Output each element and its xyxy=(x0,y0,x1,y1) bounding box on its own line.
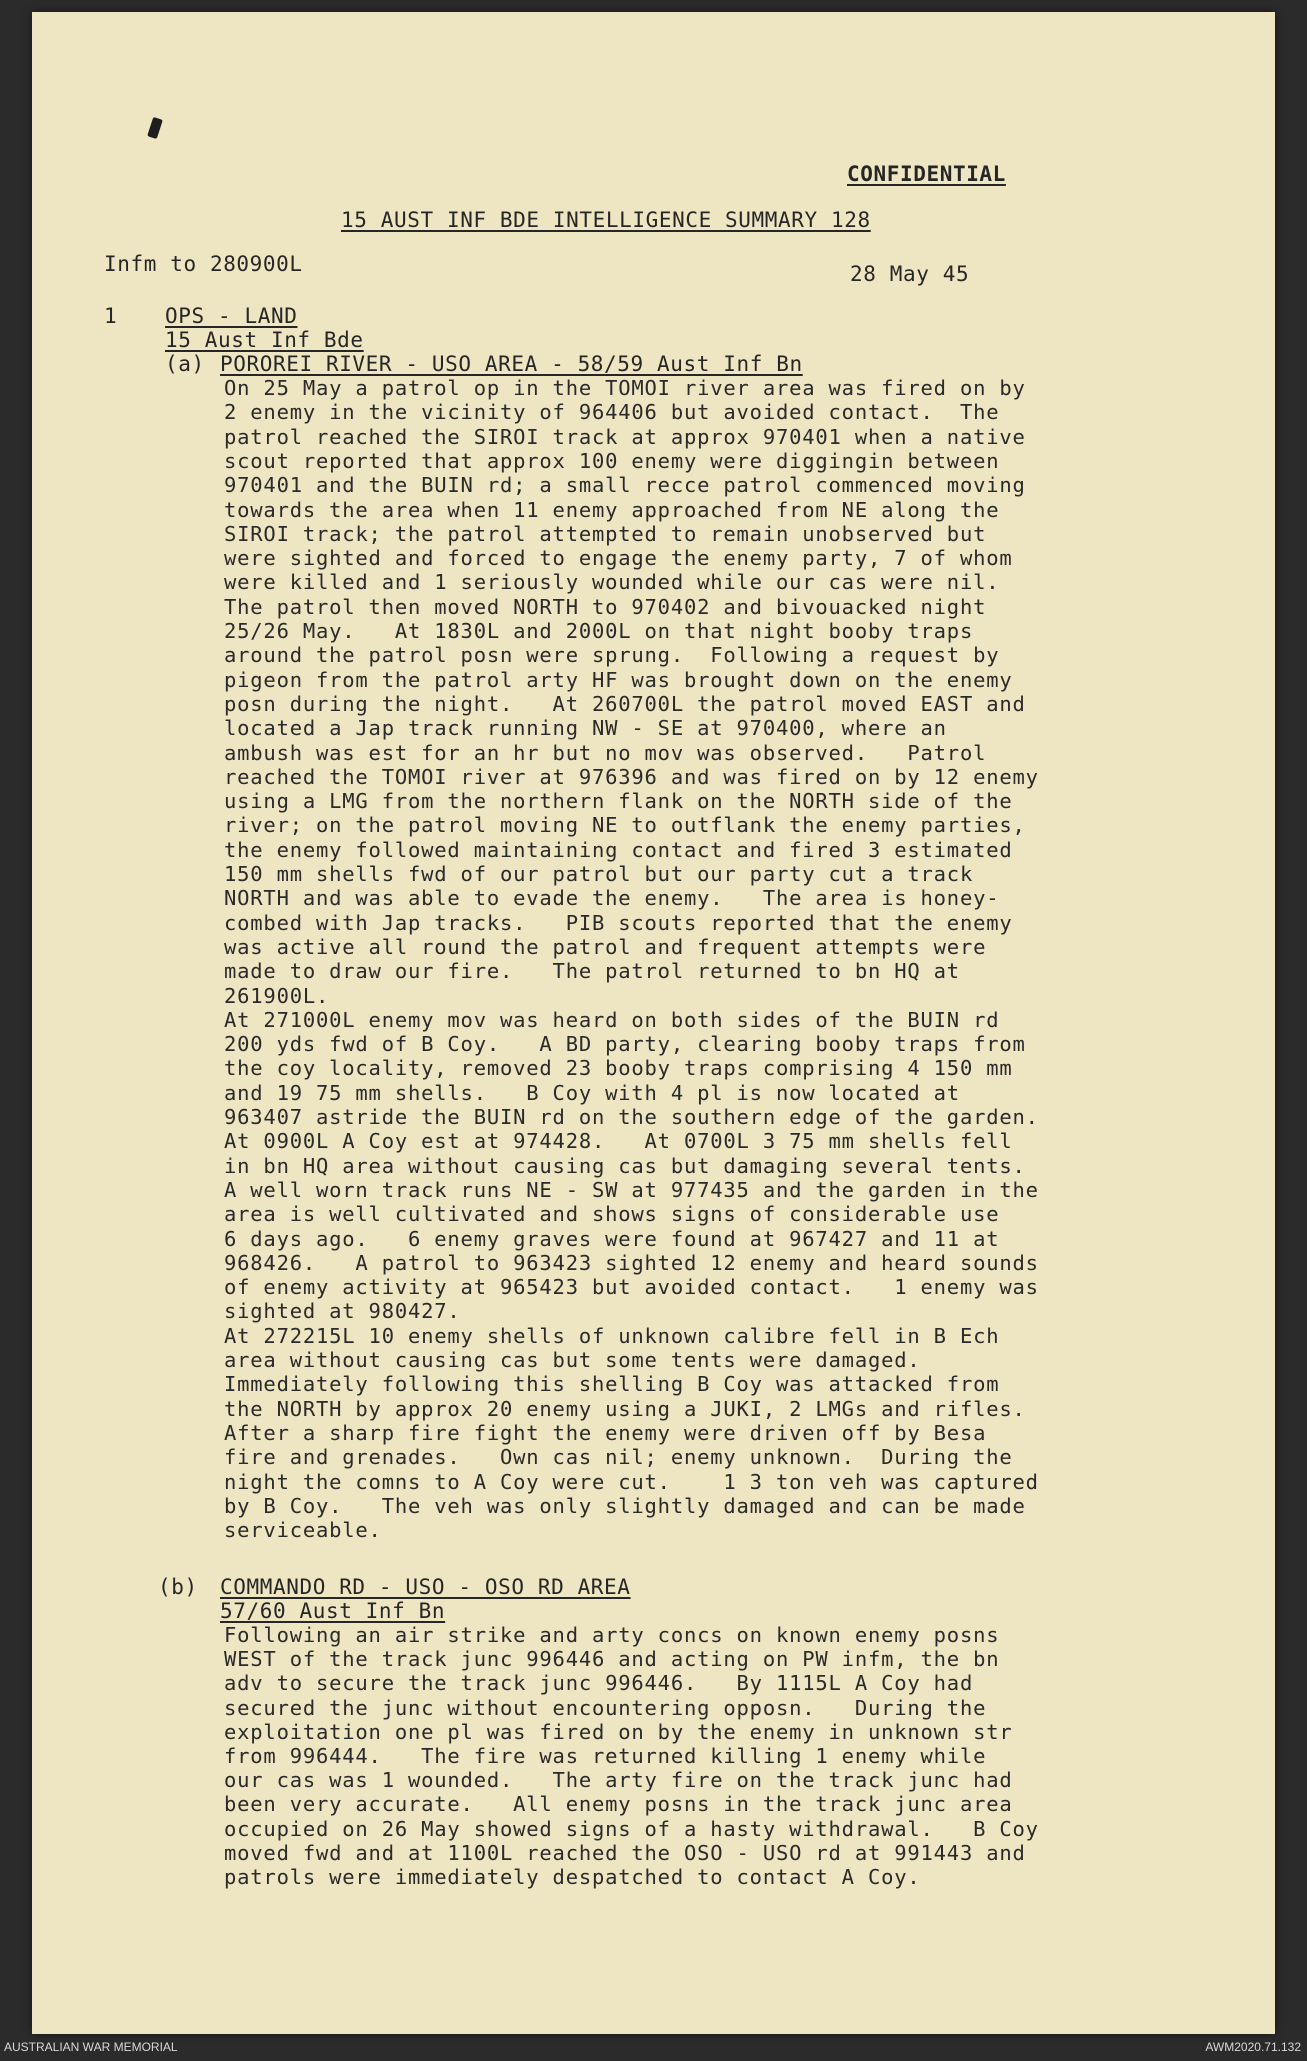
text-line: the coy locality, removed 23 booby traps comprising 4 150 mm xyxy=(224,1056,1013,1081)
text-line: 150 mm shells fwd of our patrol but our party cut a track xyxy=(224,862,974,886)
sub-a-label: (a) xyxy=(165,352,205,376)
text-line: 25/26 May. At 1830L and 2000L on that night booby traps xyxy=(224,619,974,643)
text-line: area is well cultivated and shows signs of considerable use xyxy=(224,1202,1000,1227)
text-line: been very accurate. All enemy posns in the track junc area xyxy=(224,1792,1013,1817)
text-line: the NORTH by approx 20 enemy using a JUKI, 2 LMGs and rifles. xyxy=(224,1396,1026,1421)
section-unit: 15 Aust Inf Bde xyxy=(165,328,364,352)
text-line: around the patrol posn were sprung. Following a request by xyxy=(224,643,1000,668)
text-line: towards the area when 11 enemy approached from NE along the xyxy=(224,497,1000,522)
text-line: serviceable. xyxy=(224,1518,382,1543)
text-line: was active all round the patrol and frequent attempts were xyxy=(224,934,987,959)
text-line: 6 days ago. 6 enemy graves were found at 967427 and 11 at xyxy=(224,1226,1000,1251)
text-line: sighted at 980427. xyxy=(224,1299,461,1324)
text-line: our cas was 1 wounded. The arty fire on the track junc had xyxy=(224,1768,1013,1793)
text-line: reached the TOMOI river at 976396 and was fired on by 12 enemy xyxy=(224,764,1039,789)
text-line: and 19 75 mm shells. B Coy with 4 pl is now located at xyxy=(224,1080,960,1105)
text-line: 2 enemy in the vicinity of 964406 but avoided contact. The xyxy=(224,400,1000,425)
text-line: 968426. A patrol to 963423 sighted 12 enemy and heard sounds xyxy=(224,1250,1039,1275)
text-line: were killed and 1 seriously wounded while our cas were nil. xyxy=(224,570,1000,595)
text-line: in bn HQ area without causing cas but damaging several tents. xyxy=(224,1153,1026,1178)
footer-left: AUSTRALIAN WAR MEMORIAL xyxy=(4,2040,178,2054)
text-line: SIROI track; the patrol attempted to remain unobserved but xyxy=(224,521,987,546)
section-title: OPS - LAND xyxy=(165,304,298,328)
text-line: After a sharp fire fight the enemy were driven off by Besa xyxy=(224,1420,987,1445)
footer-right: AWM2020.71.132 xyxy=(1205,2040,1301,2054)
text-line: area without causing cas but some tents were damaged. xyxy=(224,1348,921,1372)
text-line: combed with Jap tracks. PIB scouts reported that the enemy xyxy=(224,910,1013,935)
classification-label: CONFIDENTIAL xyxy=(847,162,1006,186)
text-line: Following an air strike and arty concs on known enemy posns xyxy=(224,1623,1000,1647)
sub-b-label: (b) xyxy=(158,1575,198,1599)
text-line: 200 yds fwd of B Coy. A BD party, clearing booby traps from xyxy=(224,1032,1026,1057)
section-number: 1 xyxy=(104,304,118,328)
text-line: scout reported that approx 100 enemy were diggingin between xyxy=(224,448,1000,473)
text-line: The patrol then moved NORTH to 970402 and bivouacked night xyxy=(224,594,987,619)
text-line: secured the junc without encountering opposn. During the xyxy=(224,1695,987,1720)
text-line: At 271000L enemy mov was heard on both sides of the BUIN rd xyxy=(224,1007,1000,1032)
text-line: by B Coy. The veh was only slightly damaged and can be made xyxy=(224,1493,1026,1518)
text-line: A well worn track runs NE - SW at 977435 and the garden in the xyxy=(224,1177,1039,1202)
text-line: of enemy activity at 965423 but avoided contact. 1 enemy was xyxy=(224,1275,1039,1300)
text-line: occupied on 26 May showed signs of a hasty withdrawal. B Coy xyxy=(224,1816,1039,1841)
text-line: WEST of the track junc 996446 and acting on PW infm, the bn xyxy=(224,1647,1000,1672)
text-line: river; on the patrol moving NE to outflank the enemy parties, xyxy=(224,813,1026,838)
text-line: exploitation one pl was fired on by the enemy in unknown str xyxy=(224,1719,1013,1744)
sub-b-heading: COMMANDO RD - USO - OSO RD AREA xyxy=(220,1575,631,1599)
text-line: NORTH and was able to evade the enemy. The area is honey- xyxy=(224,886,1000,911)
text-line: patrols were immediately despatched to contact A Coy. xyxy=(224,1865,921,1889)
text-line: from 996444. The fire was returned killing 1 enemy while xyxy=(224,1744,987,1768)
text-line: patrol reached the SIROI track at approx 970401 when a native xyxy=(224,424,1026,449)
text-line: On 25 May a patrol op in the TOMOI river area was fired on by xyxy=(224,376,1026,400)
text-line: At 0900L A Coy est at 974428. At 0700L 3 75 mm shells fell xyxy=(224,1129,1013,1154)
text-line: posn during the night. At 260700L the patrol moved EAST and xyxy=(224,691,1026,716)
document-page xyxy=(32,12,1275,2034)
text-line: adv to secure the track junc 996446. By 1115L A Coy had xyxy=(224,1671,974,1696)
text-line: fire and grenades. Own cas nil; enemy unknown. During the xyxy=(224,1445,1013,1470)
text-line: Immediately following this shelling B Coy was attacked from xyxy=(224,1372,1000,1397)
sub-b-unit: 57/60 Aust Inf Bn xyxy=(220,1599,446,1623)
text-line: 261900L. xyxy=(224,983,330,1008)
text-line: were sighted and forced to engage the enemy party, 7 of whom xyxy=(224,546,1013,571)
text-line: using a LMG from the northern flank on the NORTH side of the xyxy=(224,789,1013,814)
text-line: made to draw our fire. The patrol returned to bn HQ at xyxy=(224,959,960,984)
text-line: located a Jap track running NW - SE at 970400, where an xyxy=(224,716,947,741)
text-line: night the comns to A Coy were cut. 1 3 ton veh was captured xyxy=(224,1469,1039,1494)
text-line: 970401 and the BUIN rd; a small recce patrol commenced moving xyxy=(224,473,1026,498)
document-date: 28 May 45 xyxy=(850,262,970,286)
ink-mark xyxy=(147,117,163,139)
text-line: At 272215L 10 enemy shells of unknown calibre fell in B Ech xyxy=(224,1323,1000,1348)
text-line: ambush was est for an hr but no mov was observed. Patrol xyxy=(224,740,987,765)
document-title: 15 AUST INF BDE INTELLIGENCE SUMMARY 128 xyxy=(341,208,871,232)
infm-to: Infm to 280900L xyxy=(104,252,303,276)
text-line: pigeon from the patrol arty HF was brought down on the enemy xyxy=(224,667,1013,692)
text-line: the enemy followed maintaining contact and fired 3 estimated xyxy=(224,837,1013,862)
text-line: 963407 astride the BUIN rd on the southern edge of the garden. xyxy=(224,1105,1039,1129)
sub-a-heading: POROREI RIVER - USO AREA - 58/59 Aust Inf Bn xyxy=(220,352,803,376)
text-line: moved fwd and at 1100L reached the OSO - USO rd at 991443 and xyxy=(224,1840,1026,1865)
